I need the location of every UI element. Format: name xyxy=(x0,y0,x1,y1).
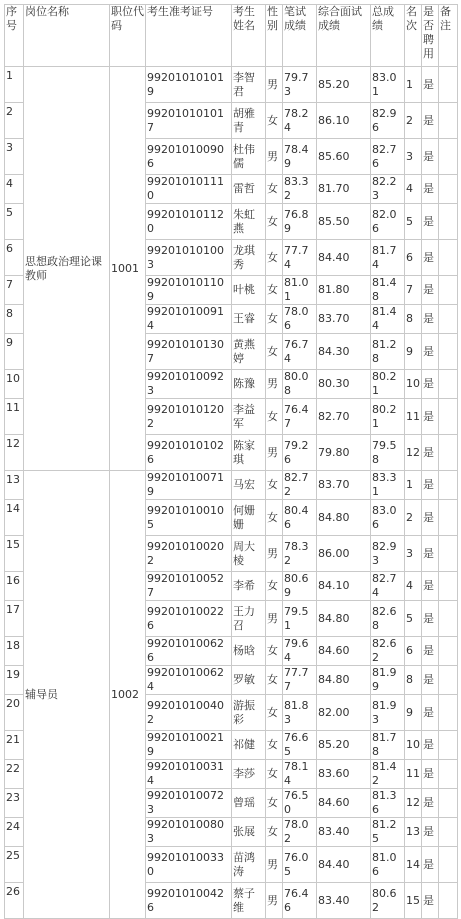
total-score-cell: 81.44 xyxy=(371,305,405,334)
seq-cell: 25 xyxy=(5,847,24,883)
interview-score-cell: 83.60 xyxy=(317,760,371,789)
gender-cell: 女 xyxy=(266,471,283,500)
total-score-cell: 82.93 xyxy=(371,536,405,572)
rank-cell: 9 xyxy=(405,695,422,731)
exam-id-cell: 992010100803 xyxy=(146,818,232,847)
remark-cell xyxy=(439,637,458,666)
hired-cell: 是 xyxy=(422,305,439,334)
remark-cell xyxy=(439,883,458,919)
seq-cell: 14 xyxy=(5,500,24,536)
rank-cell: 6 xyxy=(405,637,422,666)
interview-score-cell: 85.60 xyxy=(317,139,371,175)
remark-cell xyxy=(439,175,458,204)
interview-score-cell: 80.30 xyxy=(317,370,371,399)
name-cell: 苗鸿涛 xyxy=(232,847,266,883)
seq-cell: 5 xyxy=(5,204,24,240)
exam-id-cell: 992010101026 xyxy=(146,435,232,471)
hired-cell: 是 xyxy=(422,204,439,240)
exam-id-cell: 992010101109 xyxy=(146,276,232,305)
interview-score-cell: 83.40 xyxy=(317,883,371,919)
results-table xyxy=(4,4,458,919)
written-score-cell: 78.06 xyxy=(283,305,317,334)
hired-cell: 是 xyxy=(422,601,439,637)
total-score-cell: 81.78 xyxy=(371,731,405,760)
seq-cell: 24 xyxy=(5,818,24,847)
seq-cell: 19 xyxy=(5,666,24,695)
rank-cell: 8 xyxy=(405,305,422,334)
exam-id-cell: 992010101003 xyxy=(146,240,232,276)
total-score-cell: 79.58 xyxy=(371,435,405,471)
total-score-cell: 82.23 xyxy=(371,175,405,204)
header-cell: 名次 xyxy=(405,5,422,67)
hired-cell: 是 xyxy=(422,399,439,435)
interview-score-cell: 86.10 xyxy=(317,103,371,139)
written-score-cell: 80.46 xyxy=(283,500,317,536)
gender-cell: 女 xyxy=(266,760,283,789)
written-score-cell: 79.51 xyxy=(283,601,317,637)
written-score-cell: 76.89 xyxy=(283,204,317,240)
position-name-cell: 思想政治理论课教师 xyxy=(24,67,110,471)
hired-cell: 是 xyxy=(422,572,439,601)
remark-cell xyxy=(439,305,458,334)
rank-cell: 12 xyxy=(405,789,422,818)
gender-cell: 男 xyxy=(266,435,283,471)
hired-cell: 是 xyxy=(422,139,439,175)
seq-cell: 20 xyxy=(5,695,24,731)
remark-cell xyxy=(439,500,458,536)
rank-cell: 2 xyxy=(405,500,422,536)
written-score-cell: 78.32 xyxy=(283,536,317,572)
written-score-cell: 77.77 xyxy=(283,666,317,695)
name-cell: 黄燕婷 xyxy=(232,334,266,370)
header-cell: 笔试成绩 xyxy=(283,5,317,67)
written-score-cell: 78.14 xyxy=(283,760,317,789)
interview-score-cell: 84.80 xyxy=(317,666,371,695)
gender-cell: 女 xyxy=(266,500,283,536)
gender-cell: 女 xyxy=(266,789,283,818)
written-score-cell: 77.74 xyxy=(283,240,317,276)
seq-cell: 23 xyxy=(5,789,24,818)
gender-cell: 女 xyxy=(266,637,283,666)
total-score-cell: 83.31 xyxy=(371,471,405,500)
remark-cell xyxy=(439,695,458,731)
gender-cell: 女 xyxy=(266,204,283,240)
interview-score-cell: 85.50 xyxy=(317,204,371,240)
rank-cell: 9 xyxy=(405,334,422,370)
exam-id-cell: 992010101202 xyxy=(146,399,232,435)
header-cell: 岗位名称 xyxy=(24,5,110,67)
gender-cell: 女 xyxy=(266,334,283,370)
gender-cell: 男 xyxy=(266,847,283,883)
interview-score-cell: 84.60 xyxy=(317,637,371,666)
seq-cell: 17 xyxy=(5,601,24,637)
total-score-cell: 80.62 xyxy=(371,883,405,919)
gender-cell: 女 xyxy=(266,399,283,435)
hired-cell: 是 xyxy=(422,536,439,572)
exam-id-cell: 992010101307 xyxy=(146,334,232,370)
hired-cell: 是 xyxy=(422,334,439,370)
total-score-cell: 82.68 xyxy=(371,601,405,637)
written-score-cell: 76.47 xyxy=(283,399,317,435)
seq-cell: 21 xyxy=(5,731,24,760)
written-score-cell: 83.32 xyxy=(283,175,317,204)
exam-id-cell: 992010100906 xyxy=(146,139,232,175)
rank-cell: 4 xyxy=(405,572,422,601)
total-score-cell: 81.42 xyxy=(371,760,405,789)
seq-cell: 4 xyxy=(5,175,24,204)
remark-cell xyxy=(439,731,458,760)
interview-score-cell: 84.40 xyxy=(317,240,371,276)
rank-cell: 8 xyxy=(405,666,422,695)
written-score-cell: 76.50 xyxy=(283,789,317,818)
exam-id-cell: 992010100226 xyxy=(146,601,232,637)
gender-cell: 女 xyxy=(266,240,283,276)
interview-score-cell: 84.10 xyxy=(317,572,371,601)
position-name-cell: 辅导员 xyxy=(24,471,110,919)
exam-id-cell: 992010100402 xyxy=(146,695,232,731)
header-cell: 备注 xyxy=(439,5,458,67)
remark-cell xyxy=(439,760,458,789)
interview-score-cell: 82.70 xyxy=(317,399,371,435)
exam-id-cell: 992010100426 xyxy=(146,883,232,919)
written-score-cell: 80.69 xyxy=(283,572,317,601)
total-score-cell: 81.74 xyxy=(371,240,405,276)
remark-cell xyxy=(439,204,458,240)
header-cell: 考生姓名 xyxy=(232,5,266,67)
written-score-cell: 76.46 xyxy=(283,883,317,919)
gender-cell: 男 xyxy=(266,67,283,103)
written-score-cell: 76.74 xyxy=(283,334,317,370)
interview-score-cell: 86.00 xyxy=(317,536,371,572)
gender-cell: 女 xyxy=(266,305,283,334)
exam-id-cell: 992010100914 xyxy=(146,305,232,334)
exam-id-cell: 992010100202 xyxy=(146,536,232,572)
name-cell: 李智君 xyxy=(232,67,266,103)
name-cell: 朱虹燕 xyxy=(232,204,266,240)
name-cell: 杨晗 xyxy=(232,637,266,666)
exam-id-cell: 992010101110 xyxy=(146,175,232,204)
remark-cell xyxy=(439,536,458,572)
remark-cell xyxy=(439,435,458,471)
interview-score-cell: 84.30 xyxy=(317,334,371,370)
exam-id-cell: 992010101120 xyxy=(146,204,232,240)
remark-cell xyxy=(439,471,458,500)
interview-score-cell: 83.70 xyxy=(317,471,371,500)
rank-cell: 1 xyxy=(405,67,422,103)
rank-cell: 11 xyxy=(405,760,422,789)
seq-cell: 26 xyxy=(5,883,24,919)
total-score-cell: 81.06 xyxy=(371,847,405,883)
hired-cell: 是 xyxy=(422,847,439,883)
table-row xyxy=(5,471,458,500)
written-score-cell: 79.73 xyxy=(283,67,317,103)
table-header-row xyxy=(5,5,458,67)
interview-score-cell: 83.70 xyxy=(317,305,371,334)
exam-id-cell: 992010100330 xyxy=(146,847,232,883)
gender-cell: 女 xyxy=(266,276,283,305)
name-cell: 周大棱 xyxy=(232,536,266,572)
hired-cell: 是 xyxy=(422,789,439,818)
remark-cell xyxy=(439,139,458,175)
header-cell: 职位代码 xyxy=(110,5,146,67)
gender-cell: 男 xyxy=(266,601,283,637)
gender-cell: 女 xyxy=(266,175,283,204)
seq-cell: 1 xyxy=(5,67,24,103)
name-cell: 何姗姗 xyxy=(232,500,266,536)
total-score-cell: 81.48 xyxy=(371,276,405,305)
interview-score-cell: 85.20 xyxy=(317,67,371,103)
gender-cell: 女 xyxy=(266,666,283,695)
seq-cell: 11 xyxy=(5,399,24,435)
remark-cell xyxy=(439,240,458,276)
written-score-cell: 82.72 xyxy=(283,471,317,500)
name-cell: 王睿 xyxy=(232,305,266,334)
exam-id-cell: 992010100719 xyxy=(146,471,232,500)
header-cell: 考生准考证号 xyxy=(146,5,232,67)
name-cell: 曾瑶 xyxy=(232,789,266,818)
exam-id-cell: 992010100923 xyxy=(146,370,232,399)
rank-cell: 4 xyxy=(405,175,422,204)
rank-cell: 11 xyxy=(405,399,422,435)
remark-cell xyxy=(439,103,458,139)
seq-cell: 8 xyxy=(5,305,24,334)
name-cell: 李莎 xyxy=(232,760,266,789)
total-score-cell: 81.36 xyxy=(371,789,405,818)
interview-score-cell: 79.80 xyxy=(317,435,371,471)
interview-score-cell: 84.80 xyxy=(317,601,371,637)
total-score-cell: 80.21 xyxy=(371,370,405,399)
hired-cell: 是 xyxy=(422,471,439,500)
gender-cell: 女 xyxy=(266,572,283,601)
seq-cell: 6 xyxy=(5,240,24,276)
gender-cell: 女 xyxy=(266,818,283,847)
name-cell: 龙琪秀 xyxy=(232,240,266,276)
interview-score-cell: 85.20 xyxy=(317,731,371,760)
hired-cell: 是 xyxy=(422,883,439,919)
exam-id-cell: 992010100624 xyxy=(146,666,232,695)
name-cell: 杜伟儒 xyxy=(232,139,266,175)
remark-cell xyxy=(439,399,458,435)
exam-id-cell: 992010100626 xyxy=(146,637,232,666)
header-cell: 综合面试成绩 xyxy=(317,5,371,67)
interview-score-cell: 81.70 xyxy=(317,175,371,204)
written-score-cell: 78.24 xyxy=(283,103,317,139)
seq-cell: 10 xyxy=(5,370,24,399)
exam-id-cell: 992010100314 xyxy=(146,760,232,789)
exam-id-cell: 992010101019 xyxy=(146,67,232,103)
seq-cell: 13 xyxy=(5,471,24,500)
name-cell: 罗敏 xyxy=(232,666,266,695)
written-score-cell: 76.65 xyxy=(283,731,317,760)
header-cell: 总成绩 xyxy=(371,5,405,67)
hired-cell: 是 xyxy=(422,435,439,471)
rank-cell: 6 xyxy=(405,240,422,276)
total-score-cell: 82.74 xyxy=(371,572,405,601)
rank-cell: 14 xyxy=(405,847,422,883)
interview-score-cell: 81.80 xyxy=(317,276,371,305)
position-code-cell: 1001 xyxy=(110,67,146,471)
seq-cell: 15 xyxy=(5,536,24,572)
rank-cell: 10 xyxy=(405,731,422,760)
rank-cell: 5 xyxy=(405,601,422,637)
rank-cell: 3 xyxy=(405,139,422,175)
seq-cell: 18 xyxy=(5,637,24,666)
total-score-cell: 83.01 xyxy=(371,67,405,103)
header-cell: 序号 xyxy=(5,5,24,67)
written-score-cell: 79.64 xyxy=(283,637,317,666)
seq-cell: 3 xyxy=(5,139,24,175)
rank-cell: 5 xyxy=(405,204,422,240)
name-cell: 王力召 xyxy=(232,601,266,637)
written-score-cell: 76.05 xyxy=(283,847,317,883)
remark-cell xyxy=(439,276,458,305)
rank-cell: 2 xyxy=(405,103,422,139)
rank-cell: 10 xyxy=(405,370,422,399)
written-score-cell: 80.08 xyxy=(283,370,317,399)
hired-cell: 是 xyxy=(422,276,439,305)
gender-cell: 女 xyxy=(266,103,283,139)
exam-id-cell: 992010100105 xyxy=(146,500,232,536)
table-body xyxy=(5,67,458,919)
position-code-cell: 1002 xyxy=(110,471,146,919)
interview-score-cell: 84.60 xyxy=(317,789,371,818)
gender-cell: 男 xyxy=(266,883,283,919)
hired-cell: 是 xyxy=(422,666,439,695)
hired-cell: 是 xyxy=(422,67,439,103)
name-cell: 游振彩 xyxy=(232,695,266,731)
total-score-cell: 82.96 xyxy=(371,103,405,139)
rank-cell: 1 xyxy=(405,471,422,500)
total-score-cell: 83.06 xyxy=(371,500,405,536)
seq-cell: 12 xyxy=(5,435,24,471)
name-cell: 李希 xyxy=(232,572,266,601)
name-cell: 李益军 xyxy=(232,399,266,435)
rank-cell: 13 xyxy=(405,818,422,847)
name-cell: 叶桃 xyxy=(232,276,266,305)
header-cell: 性别 xyxy=(266,5,283,67)
remark-cell xyxy=(439,370,458,399)
hired-cell: 是 xyxy=(422,500,439,536)
rank-cell: 15 xyxy=(405,883,422,919)
total-score-cell: 82.76 xyxy=(371,139,405,175)
written-score-cell: 78.49 xyxy=(283,139,317,175)
hired-cell: 是 xyxy=(422,731,439,760)
interview-score-cell: 84.40 xyxy=(317,847,371,883)
hired-cell: 是 xyxy=(422,103,439,139)
hired-cell: 是 xyxy=(422,240,439,276)
written-score-cell: 78.02 xyxy=(283,818,317,847)
name-cell: 陈家琪 xyxy=(232,435,266,471)
remark-cell xyxy=(439,601,458,637)
total-score-cell: 80.21 xyxy=(371,399,405,435)
rank-cell: 3 xyxy=(405,536,422,572)
hired-cell: 是 xyxy=(422,760,439,789)
hired-cell: 是 xyxy=(422,370,439,399)
gender-cell: 女 xyxy=(266,695,283,731)
hired-cell: 是 xyxy=(422,818,439,847)
exam-id-cell: 992010101017 xyxy=(146,103,232,139)
total-score-cell: 81.25 xyxy=(371,818,405,847)
exam-id-cell: 992010100527 xyxy=(146,572,232,601)
hired-cell: 是 xyxy=(422,175,439,204)
name-cell: 陈豫 xyxy=(232,370,266,399)
gender-cell: 男 xyxy=(266,370,283,399)
name-cell: 雷哲 xyxy=(232,175,266,204)
interview-score-cell: 84.80 xyxy=(317,500,371,536)
exam-id-cell: 992010100219 xyxy=(146,731,232,760)
hired-cell: 是 xyxy=(422,695,439,731)
written-score-cell: 81.83 xyxy=(283,695,317,731)
rank-cell: 12 xyxy=(405,435,422,471)
gender-cell: 女 xyxy=(266,731,283,760)
interview-score-cell: 83.40 xyxy=(317,818,371,847)
remark-cell xyxy=(439,818,458,847)
total-score-cell: 82.62 xyxy=(371,637,405,666)
total-score-cell: 81.99 xyxy=(371,666,405,695)
name-cell: 张展 xyxy=(232,818,266,847)
exam-id-cell: 992010100723 xyxy=(146,789,232,818)
remark-cell xyxy=(439,334,458,370)
hired-cell: 是 xyxy=(422,637,439,666)
remark-cell xyxy=(439,789,458,818)
gender-cell: 男 xyxy=(266,536,283,572)
seq-cell: 16 xyxy=(5,572,24,601)
remark-cell xyxy=(439,572,458,601)
total-score-cell: 81.28 xyxy=(371,334,405,370)
name-cell: 马宏 xyxy=(232,471,266,500)
rank-cell: 7 xyxy=(405,276,422,305)
name-cell: 祁健 xyxy=(232,731,266,760)
seq-cell: 2 xyxy=(5,103,24,139)
interview-score-cell: 82.00 xyxy=(317,695,371,731)
remark-cell xyxy=(439,666,458,695)
name-cell: 蔡子维 xyxy=(232,883,266,919)
gender-cell: 男 xyxy=(266,139,283,175)
table-row xyxy=(5,67,458,103)
written-score-cell: 81.01 xyxy=(283,276,317,305)
seq-cell: 9 xyxy=(5,334,24,370)
written-score-cell: 79.26 xyxy=(283,435,317,471)
seq-cell: 22 xyxy=(5,760,24,789)
header-cell: 是否聘用 xyxy=(422,5,439,67)
remark-cell xyxy=(439,67,458,103)
name-cell: 胡雅青 xyxy=(232,103,266,139)
total-score-cell: 81.93 xyxy=(371,695,405,731)
total-score-cell: 82.06 xyxy=(371,204,405,240)
seq-cell: 7 xyxy=(5,276,24,305)
